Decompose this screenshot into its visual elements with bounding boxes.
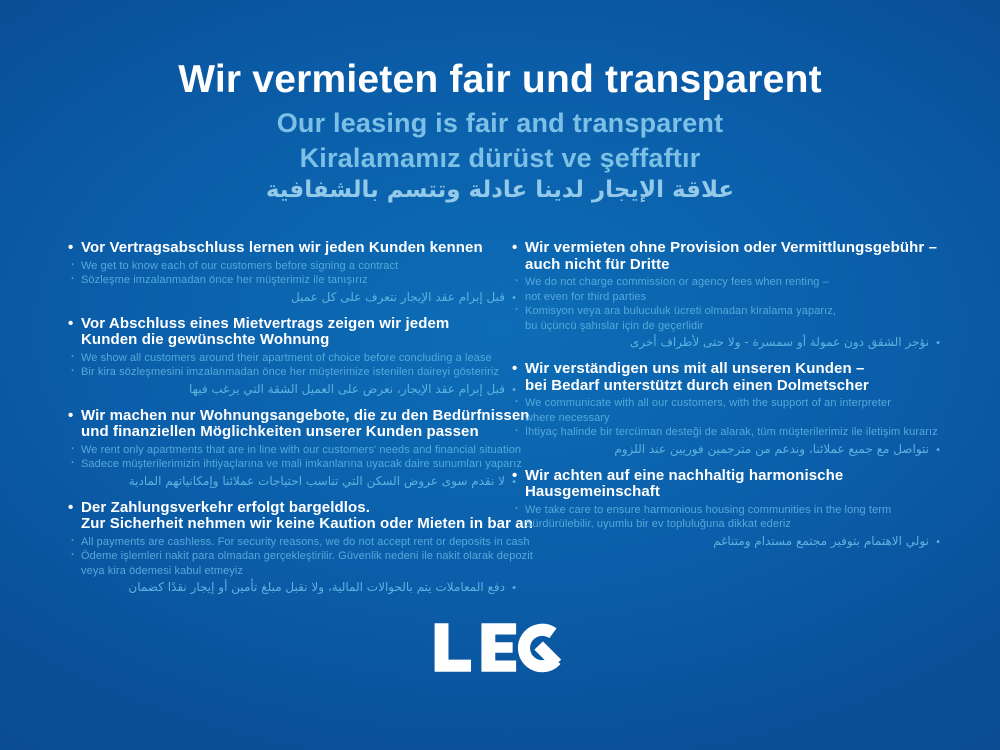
bullet-left-2 [68, 316, 518, 397]
bullet-translation-line: · All payments are cashless. For security reasons, we do not accept rent or deposits in cash [68, 535, 518, 550]
bullet-headline-de-line: • Wir vermieten ohne Provision oder Vermittlungsgebühr – [512, 240, 942, 257]
bullet-headline-block [68, 498, 534, 533]
bullet-translation-line-arabic: • نتواصل مع جميع عملائنا، وندعم من مترجمين فوريين عند اللزوم [512, 442, 942, 457]
bullet-translation-line-arabic: • نؤجر الشقق دون عمولة أو سمسرة - ولا حتى لأطراف أخرى [512, 335, 942, 350]
bullet-headline-block [68, 240, 518, 257]
bullet-translation-line: bu üçüncü şahıslar için de geçerlidir [525, 319, 704, 332]
bullet-headline-block [68, 406, 530, 441]
bullet-headline-de-line: Zur Sicherheit nehmen wir keine Kaution oder Mieten in bar an [81, 515, 534, 532]
poster-title-german: Wir vermieten fair und transparent [178, 58, 822, 101]
bullet-translation-line: · Komisyon veya ara buluculuk ücreti olmadan kiralama yaparız, [512, 304, 942, 319]
bullet-headline-de-line: • Wir achten auf eine nachhaltig harmonische [512, 468, 942, 485]
bullet-headline-de-line: Kunden die gewünschte Wohnung [81, 331, 330, 348]
bullet-translation-line: · We do not charge commission or agency fees when renting – [512, 275, 942, 290]
bullet-column-right [512, 240, 942, 560]
bullet-headline-de-line: und finanziellen Möglichkeiten unserer Kunden passen [81, 423, 479, 440]
bullet-headline-block [68, 316, 518, 349]
bullet-headline-block [512, 361, 942, 394]
bullet-headline-de-line: • Der Zahlungsverkehr erfolgt bargeldlos. [68, 500, 518, 517]
bullet-translation-line-arabic: • قبل إبرام عقد الإيجار، نعرض على العميل الشقة التي يرغب فيها [68, 382, 518, 397]
bullet-translation-line: · We communicate with all our customers, with the support of an interpreter [512, 396, 942, 411]
bullet-translation-line-arabic: • نولي الاهتمام بتوفير مجتمع مستدام ومتناغم [512, 534, 942, 549]
bullet-translation-line: · Sürdürülebilir, uyumlu bir ev topluluğuna dikkat ederiz [512, 517, 942, 532]
bullet-translation-line: not even for third parties [525, 290, 647, 303]
bullet-left-4 [68, 498, 534, 596]
bullet-headline-de-line: Hausgemeinschaft [525, 483, 660, 500]
bullet-headline-block [512, 468, 942, 501]
bullet-headline-block [512, 240, 942, 273]
bullet-translation-line: · We take care to ensure harmonious housing communities in the long term [512, 503, 942, 518]
logo-letter-e [481, 623, 516, 672]
bullet-right-1 [512, 240, 942, 350]
bullet-translation-line: · Ödeme işlemleri nakit para olmadan gerçekleştirilir. Güvenlik nedeni ile nakit olarak depozit [68, 549, 518, 564]
bullet-translation-line: · We rent only apartments that are in line with our customers' needs and financial situation [68, 443, 518, 458]
bullet-translation-line-arabic: • لا نقدم سوى عروض السكن التي تناسب احتياجات عملائنا وإمكانياتهم المادية [68, 474, 518, 489]
poster-title-english: Our leasing is fair and transparent [276, 108, 724, 138]
logo-letter-l [434, 623, 470, 672]
leg-logo [0, 620, 1000, 675]
poster-title-arabic: علاقة الإيجار لدينا عادلة وتتسم بالشفافية [265, 177, 735, 203]
bullet-headline-de-line: • Vor Abschluss eines Mietvertrags zeigen wir jedem [68, 316, 518, 333]
bullet-right-2 [512, 361, 942, 457]
bullet-headline-de-line: • Vor Vertragsabschluss lernen wir jeden Kunden kennen [68, 240, 518, 257]
bullet-headline-de-line: auch nicht für Dritte [525, 255, 670, 273]
bullet-translation-line: veya kira ödemesi kabul etmeyiz [81, 564, 244, 577]
leg-logo-mark [432, 620, 569, 675]
bullet-translation-line: where necessary [525, 411, 610, 424]
bullet-column-left [68, 239, 534, 606]
bullet-headline-de-line: • Wir machen nur Wohnungsangebote, die zu den Bedürfnissen [68, 408, 518, 425]
bullet-right-3 [512, 468, 942, 549]
bullet-left-1 [68, 240, 518, 305]
bullet-headline-de-line: bei Bedarf unterstützt durch einen Dolmetscher [525, 376, 869, 394]
bullet-translation-line: · We show all customers around their apartment of choice before concluding a lease [68, 351, 518, 366]
bullet-translation-line-arabic: • قبل إبرام عقد الإيجار نتعرف على كل عميل [68, 290, 518, 305]
bullet-translation-line: · Sözleşme imzalanmadan önce her müşterimiz ile tanışırız [68, 273, 518, 288]
bullet-translation-line-arabic: • دفع المعاملات يتم بالحوالات المالية، ولا نقبل مبلغ تأمين أو إيجار نقدًا كضمان [68, 580, 518, 595]
poster-title-turkish: Kiralamamız dürüst ve şeffaftır [299, 143, 701, 173]
bullet-translation-line: · İhtiyaç halinde bir tercüman desteği de alarak, tüm müşterilerimiz ile iletişim kurarız [512, 425, 942, 440]
bullet-headline-de-line: • Wir verständigen uns mit all unseren Kunden – [512, 361, 942, 378]
bullet-left-3 [68, 406, 530, 489]
bullet-translation-line: · Sadece müşterilerimizin ihtiyaçlarına ve mali imkanlarına uyacak daire sunumları yaparız [68, 457, 518, 472]
bullet-translation-line: · We get to know each of our customers before signing a contract [68, 259, 518, 274]
bullet-translation-line: · Bir kira sözleşmesini imzalanmadan önce her müşterimize istenilen daireyi gösteririz [68, 365, 518, 380]
